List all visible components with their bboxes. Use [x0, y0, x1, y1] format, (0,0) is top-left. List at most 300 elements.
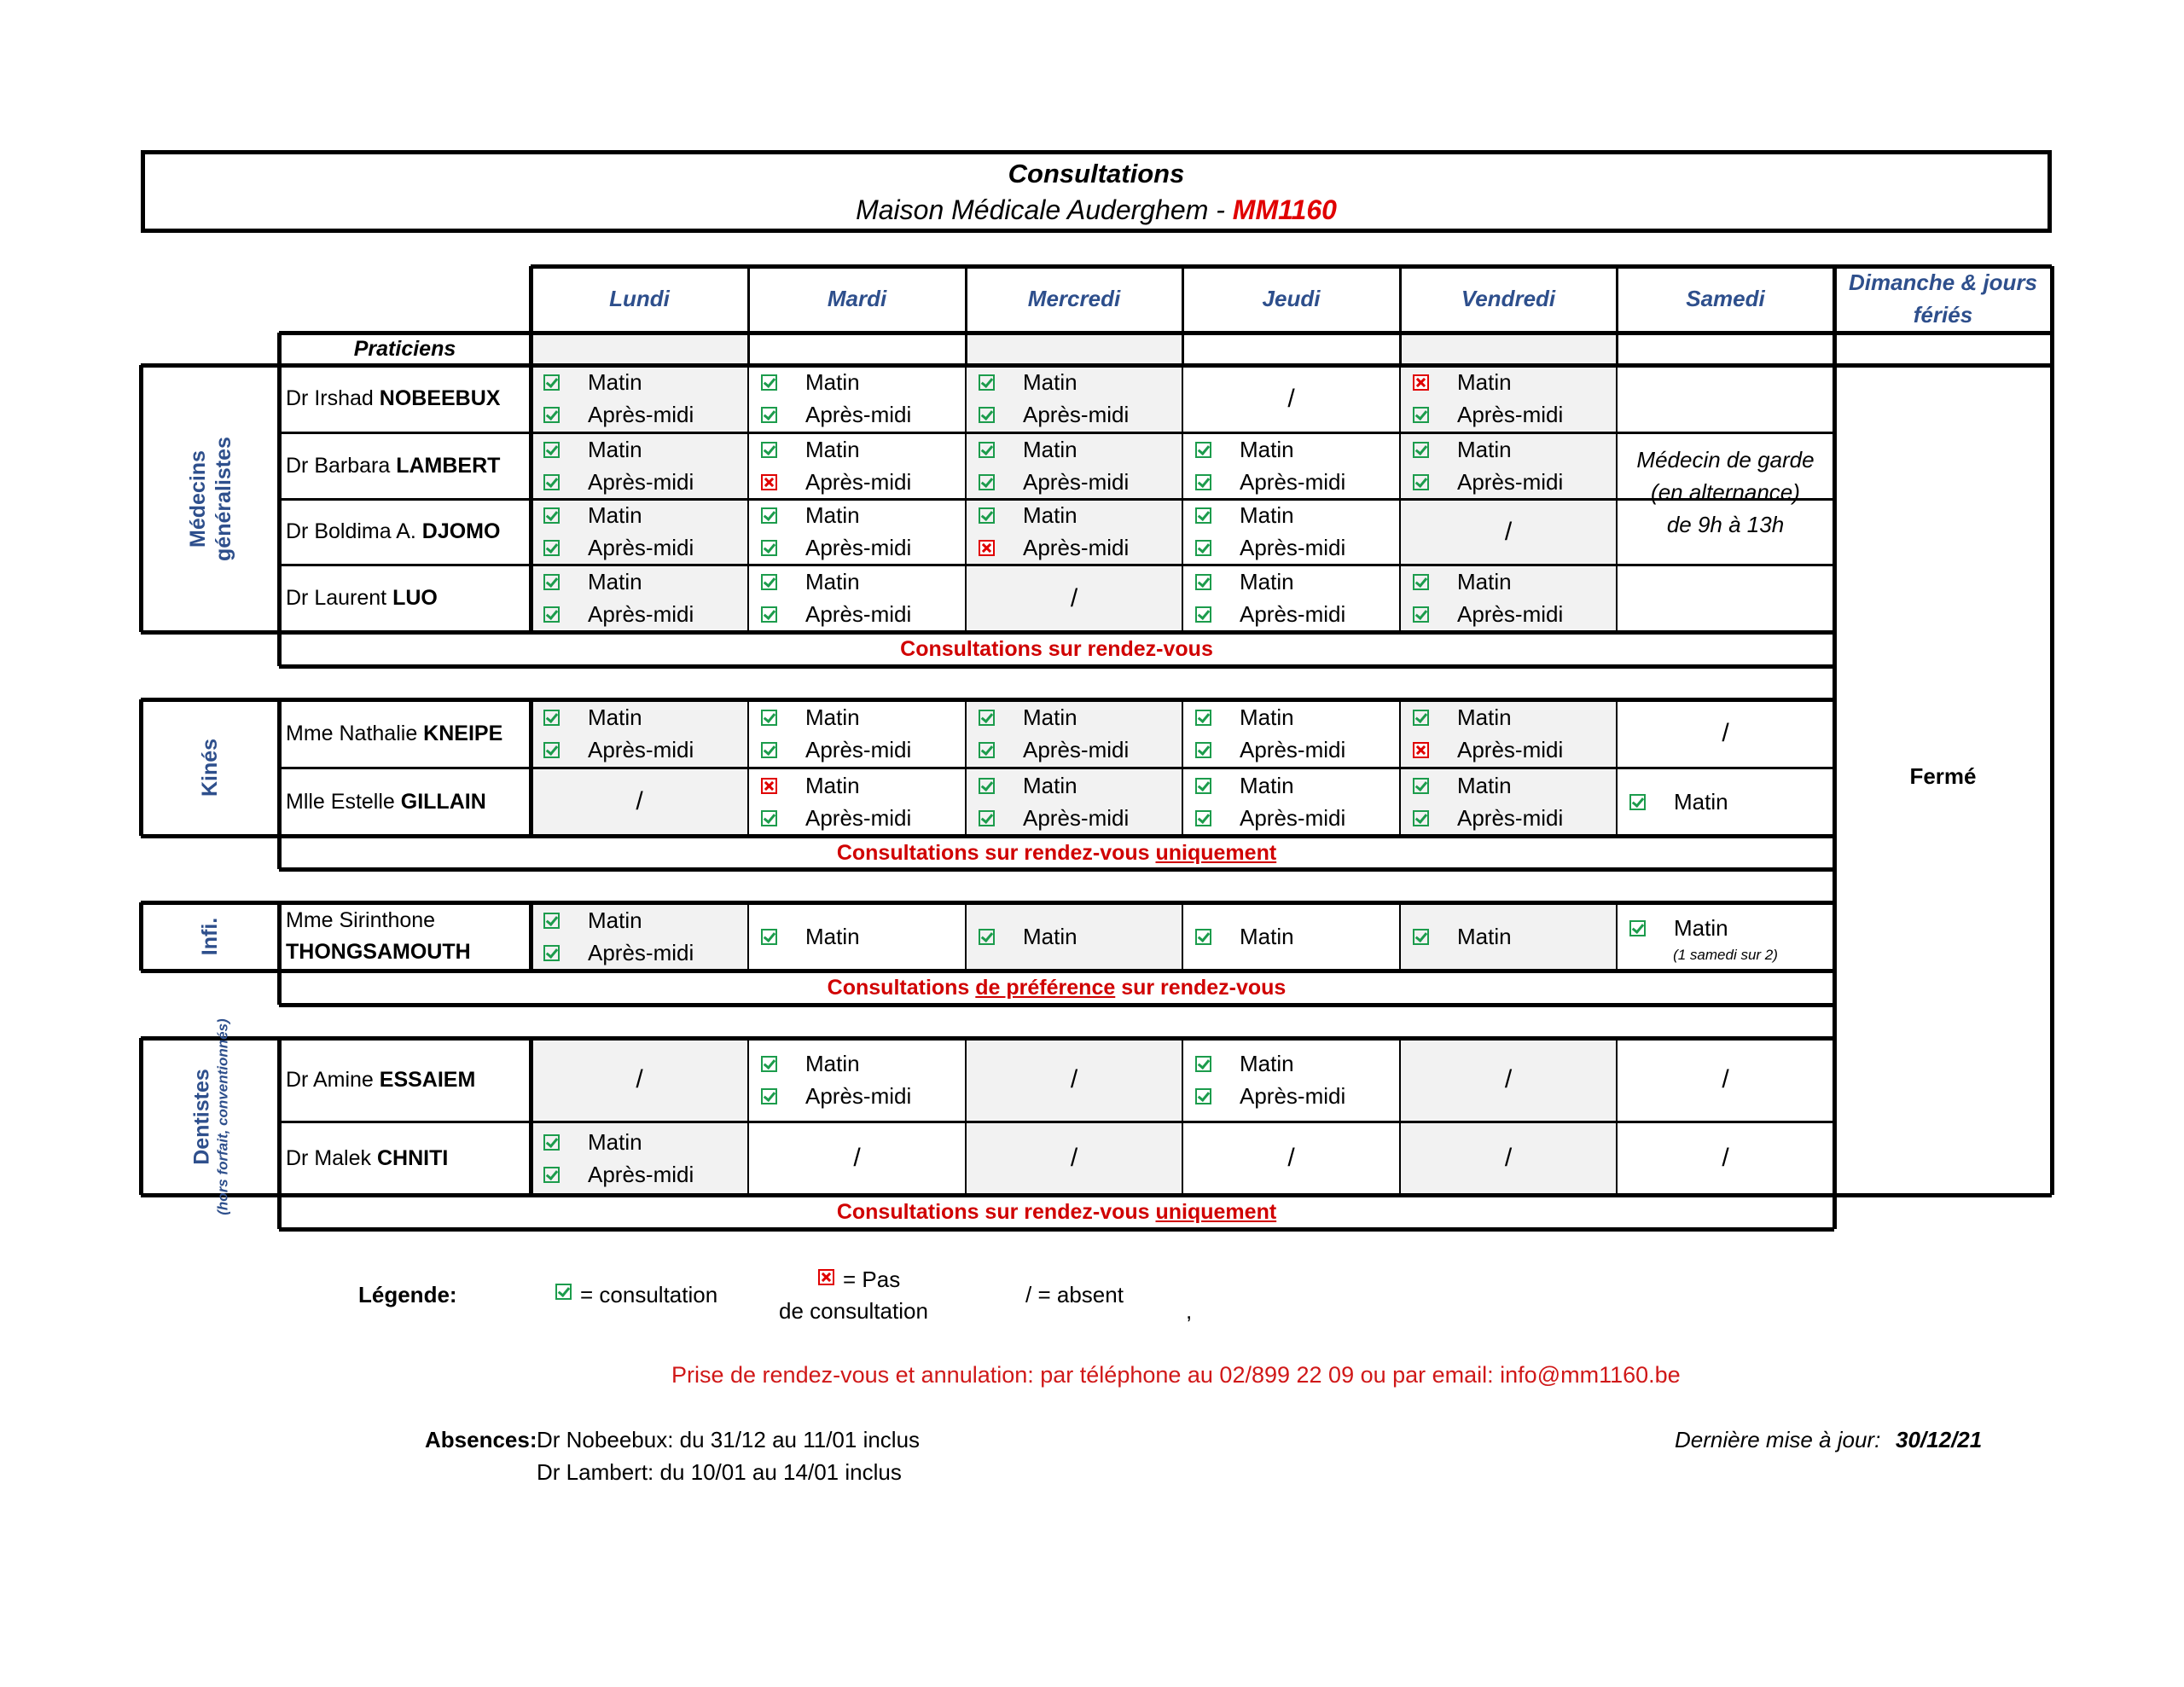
checkbox-checked-icon [979, 810, 995, 826]
slot-label: Après-midi [588, 402, 694, 427]
checkbox-crossed-icon [761, 474, 777, 490]
slot-row [761, 400, 911, 431]
slot-row [543, 368, 642, 398]
slot-label: Matin [805, 1050, 860, 1076]
slot-row [1195, 533, 1345, 564]
slot-label: Après-midi [1023, 535, 1130, 560]
absent-slash: / [1287, 384, 1295, 413]
slot-label: Matin [1023, 369, 1077, 395]
practitioner-first-name: Mme Nathalie [286, 721, 424, 745]
slot-row [979, 368, 1077, 398]
checkbox-checked-icon [543, 945, 560, 961]
schedule-slot [543, 565, 744, 632]
checkbox-checked-icon [543, 442, 560, 458]
slot-row [1195, 770, 1294, 801]
banner-text: de préférence [975, 975, 1116, 1000]
slot-row [761, 921, 860, 952]
schedule-slot [1195, 902, 1396, 971]
day-header-1: Lundi [609, 286, 670, 311]
slot-label: Matin [1023, 772, 1077, 798]
schedule-slot [761, 768, 961, 836]
checkbox-checked-icon [1195, 710, 1211, 726]
practitioner-name [279, 1122, 537, 1195]
checkbox-checked-icon [1413, 710, 1429, 726]
slot-row [543, 600, 694, 630]
update-label: Dernière mise à jour: [1675, 1427, 1881, 1452]
day-header-7: Dimanche & jours fériés [1848, 270, 2038, 328]
slot-label: Matin [1674, 914, 1728, 941]
slot-label: Matin [1457, 569, 1512, 594]
checkbox-crossed-icon [1413, 374, 1429, 391]
checkbox-checked-icon [543, 574, 560, 590]
slot-label: Matin [1457, 704, 1512, 730]
slot-label: Matin [1457, 923, 1512, 949]
checkbox-checked-icon [543, 407, 560, 423]
slot-label: Matin [805, 923, 860, 949]
category-dentistes [143, 1017, 277, 1215]
schedule-slot [543, 432, 744, 499]
slot-row [1413, 702, 1512, 733]
checkbox-checked-icon [761, 407, 777, 423]
checkbox-checked-icon [979, 374, 995, 391]
checkbox-checked-icon [761, 507, 777, 524]
slot-label: Après-midi [1023, 736, 1130, 762]
slot-row [543, 1159, 694, 1190]
slot-row [543, 501, 642, 531]
checkbox-checked-icon [543, 742, 560, 758]
banner-infi [279, 971, 1834, 1004]
checkbox-crossed-icon [818, 1269, 834, 1285]
slot-label: Après-midi [588, 1161, 694, 1187]
contact-line: Prise de rendez-vous et annulation: par téléphone au 02/899 22 09 ou par email: info@mm1160.be [671, 1362, 1681, 1388]
checkbox-checked-icon [555, 1284, 572, 1300]
slot-row [543, 905, 642, 936]
practitioner-first-name: Dr Boldima A. [286, 519, 422, 543]
schedule-slot [979, 699, 1178, 768]
center-code: MM1160 [1232, 194, 1337, 225]
day-header-3: Mercredi [1027, 286, 1121, 311]
checkbox-checked-icon [1195, 810, 1211, 826]
slot-label: Après-midi [1457, 601, 1564, 627]
slot-row [543, 467, 694, 497]
slot-label: Matin [1457, 772, 1512, 798]
schedule-slot [1413, 902, 1612, 971]
category-note: (hors forfait, conventionnés) [215, 1017, 231, 1215]
schedule-slot [979, 499, 1178, 565]
slot-row [761, 1048, 860, 1079]
absent-slash: / [1504, 1144, 1513, 1172]
practitioner-last-name: DJOMO [421, 519, 501, 543]
slot-row [1195, 1081, 1345, 1111]
absent-slash: / [1070, 583, 1078, 612]
checkbox-checked-icon [1195, 474, 1211, 490]
page-subtitle [145, 194, 2048, 226]
banner-text: uniquement [1155, 1199, 1277, 1224]
schedule-slot [761, 1038, 961, 1122]
checkbox-checked-icon [979, 442, 995, 458]
saturday-note-line: (en alternance) [1651, 479, 1800, 505]
absent-slash: / [853, 1144, 861, 1172]
schedule-slot [1629, 902, 1830, 954]
slot-label: Matin [588, 907, 642, 933]
slot-label: Matin [1674, 788, 1728, 815]
checkbox-checked-icon [1413, 929, 1429, 945]
checkbox-checked-icon [1195, 540, 1211, 556]
checkbox-checked-icon [979, 710, 995, 726]
banner-text: uniquement [1155, 840, 1277, 865]
grid-line [529, 266, 533, 365]
practitioner-name [279, 565, 537, 632]
shade-cell [966, 333, 1182, 365]
slot-label: Matin [588, 502, 642, 528]
practitioner-last-name: LUO [392, 586, 438, 610]
schedule-slot [1195, 499, 1396, 565]
checkbox-checked-icon [1413, 442, 1429, 458]
category-label-medecins [185, 426, 236, 571]
checkbox-checked-icon [761, 574, 777, 590]
slot-label: Matin [805, 436, 860, 462]
practitioner-first-name: Mme Sirinthone [286, 908, 436, 932]
slot-row [543, 434, 642, 465]
slot-row [1195, 501, 1294, 531]
slot-row [761, 567, 860, 598]
slot-label: Après-midi [805, 1082, 912, 1109]
practitioner-name [279, 1038, 537, 1122]
slot-label: Après-midi [805, 736, 912, 762]
slot-label: Matin [1240, 772, 1294, 798]
slot-label: Après-midi [1023, 402, 1130, 427]
slot-label: Matin [805, 369, 860, 395]
schedule-slot [1413, 699, 1612, 768]
practitioner-first-name: Dr Amine [286, 1067, 380, 1092]
category-text: Dentistes [190, 1068, 214, 1165]
checkbox-checked-icon [1195, 574, 1211, 590]
update-date: 30/12/21 [1896, 1427, 1983, 1452]
checkbox-checked-icon [761, 742, 777, 758]
slot-row [1413, 600, 1563, 630]
grid-line [1834, 1193, 2052, 1197]
day-header-4: Jeudi [1262, 286, 1321, 311]
legend-de-consultation: de consultation [779, 1298, 928, 1324]
slot-row [761, 467, 911, 497]
slot-label: Matin [1023, 502, 1077, 528]
slot-label: Matin [1240, 569, 1294, 594]
checkbox-checked-icon [979, 507, 995, 524]
category-medecins [143, 365, 277, 632]
grid-line [1834, 363, 2052, 368]
absent-slash: / [636, 1065, 643, 1093]
checkbox-checked-icon [761, 929, 777, 945]
slot-row [1413, 400, 1563, 431]
slot-row [1195, 434, 1294, 465]
slot-label: Matin [1457, 436, 1512, 462]
practitioner-last-name: LAMBERT [396, 453, 501, 478]
checkbox-checked-icon [543, 507, 560, 524]
absent-slash: / [1504, 517, 1513, 546]
checkbox-checked-icon [1629, 920, 1646, 936]
checkbox-checked-icon [1195, 1056, 1211, 1072]
grid-line [965, 902, 967, 971]
slot-label: Matin [1457, 369, 1512, 395]
schedule-slot [1195, 1038, 1396, 1122]
page-title: Consultations [1008, 159, 1185, 188]
slot-row [543, 937, 694, 968]
practitioner-last-name: CHNITI [376, 1145, 449, 1170]
checkbox-checked-icon [1195, 929, 1211, 945]
day-header-2: Mardi [827, 286, 887, 311]
grid-line [277, 333, 282, 365]
checkbox-checked-icon [1413, 606, 1429, 623]
category-text: Kinés [198, 738, 223, 797]
slot-row [1413, 734, 1563, 765]
slot-label: Après-midi [1240, 736, 1346, 762]
slot-row [1413, 770, 1512, 801]
practitioner-first-name: Dr Malek [286, 1145, 377, 1170]
absent-slash: / [636, 787, 643, 815]
slot-label: Après-midi [588, 468, 694, 495]
slot-row [761, 770, 860, 801]
slot-label: Après-midi [805, 804, 912, 831]
slot-row [979, 501, 1077, 531]
grid-line [139, 699, 143, 836]
checkbox-crossed-icon [979, 540, 995, 556]
practitioner-name [279, 499, 537, 565]
practitioner-name [279, 902, 537, 971]
schedule-slot [761, 499, 961, 565]
practitioner-last-name: GILLAIN [400, 789, 486, 814]
schedule-slot [761, 902, 961, 971]
checkbox-checked-icon [543, 1167, 560, 1183]
practitioner-first-name: Dr Irshad [286, 386, 380, 410]
slot-label: Matin [805, 569, 860, 594]
slot-row [1413, 921, 1512, 952]
schedule-slot [543, 499, 744, 565]
absent-slash: / [1504, 1065, 1513, 1093]
checkbox-checked-icon [1195, 778, 1211, 794]
slot-label: Après-midi [1240, 1082, 1346, 1109]
slot-row [761, 803, 911, 833]
slot-label: Après-midi [805, 601, 912, 627]
slot-row [761, 1081, 911, 1111]
absent-slash: / [1070, 1144, 1078, 1172]
schedule-slot [1195, 565, 1396, 632]
slot-row [761, 501, 860, 531]
slot-row [979, 533, 1129, 564]
schedule-slot [1629, 768, 1830, 836]
slot-label: Matin [1240, 502, 1294, 528]
category-label-kines [198, 739, 224, 797]
slot-row [979, 921, 1077, 952]
slot-row [979, 803, 1129, 833]
grid-line [279, 331, 531, 335]
slot-row [1195, 734, 1345, 765]
schedule-slot [1413, 432, 1612, 499]
grid-line [965, 266, 967, 365]
slot-row [979, 702, 1077, 733]
practitioner-name [279, 432, 537, 499]
grid-line [1833, 869, 1836, 902]
practitioner-first-name: Mlle Estelle [286, 789, 401, 814]
slot-row [543, 702, 642, 733]
checkbox-checked-icon [761, 540, 777, 556]
banner-text: Consultations sur rendez-vous [900, 636, 1213, 661]
absence-line-1: Dr Nobeebux: du 31/12 au 11/01 inclus [537, 1427, 921, 1452]
shade-cell [531, 333, 748, 365]
checkbox-checked-icon [543, 913, 560, 929]
absent-slash: / [1722, 1144, 1729, 1172]
checkbox-checked-icon [761, 1056, 777, 1072]
schedule-slot [979, 365, 1178, 432]
schedule-slot [543, 1122, 744, 1195]
day-header-6: Samedi [1686, 286, 1765, 311]
checkbox-checked-icon [543, 1134, 560, 1151]
checkbox-crossed-icon [761, 778, 777, 794]
checkbox-checked-icon [1195, 1088, 1211, 1104]
schedule-slot [1195, 432, 1396, 499]
grid-line [1616, 266, 1618, 365]
slot-row [979, 434, 1077, 465]
schedule-slot [761, 565, 961, 632]
checkbox-checked-icon [979, 929, 995, 945]
practitioner-last-name: ESSAIEM [379, 1067, 476, 1092]
schedule-slot [1195, 768, 1396, 836]
legend-consultation: = consultation [580, 1282, 718, 1307]
slot-row [979, 770, 1077, 801]
schedule-slot [1413, 768, 1612, 836]
grid-line [747, 902, 749, 971]
practitioner-name [279, 699, 537, 768]
slot-label: Matin [1023, 704, 1077, 730]
grid-line [1833, 1005, 1836, 1038]
slot-row [543, 567, 642, 598]
slot-row [979, 734, 1129, 765]
slot-row [1413, 467, 1563, 497]
absent-slash: / [1722, 1065, 1729, 1093]
slot-row [1413, 567, 1512, 598]
schedule-slot [1413, 365, 1612, 432]
checkbox-checked-icon [979, 407, 995, 423]
grid-line [139, 365, 143, 632]
slot-label: Après-midi [588, 939, 694, 965]
practitioner-name [279, 768, 537, 836]
checkbox-checked-icon [979, 778, 995, 794]
slot-label: Matin [805, 502, 860, 528]
checkbox-checked-icon [1413, 810, 1429, 826]
slot-row [979, 400, 1129, 431]
checkbox-checked-icon [543, 540, 560, 556]
slot-label: Matin [588, 369, 642, 395]
slot-label: Après-midi [588, 736, 694, 762]
schedule-slot [543, 699, 744, 768]
slot-label: Après-midi [1023, 804, 1130, 831]
slot-row [543, 734, 694, 765]
grid-line [1833, 666, 1836, 699]
slot-label: Matin [588, 1128, 642, 1155]
checkbox-checked-icon [979, 474, 995, 490]
slot-row [543, 533, 694, 564]
legend-title: Légende: [358, 1282, 457, 1307]
slot-label: Après-midi [588, 535, 694, 560]
slot-row [761, 600, 911, 630]
schedule-slot [761, 365, 961, 432]
saturday-note-line: de 9h à 13h [1666, 512, 1785, 537]
slot-row [1195, 600, 1345, 630]
slot-label: Après-midi [805, 402, 912, 427]
slot-row [979, 467, 1129, 497]
slot-label: Matin [805, 704, 860, 730]
slot-row [761, 702, 860, 733]
checkbox-checked-icon [761, 606, 777, 623]
slot-row [761, 533, 911, 564]
slot-row [1195, 921, 1294, 952]
category-text: Infi. [198, 917, 223, 956]
checkbox-checked-icon [1195, 606, 1211, 623]
slot-row [1195, 702, 1294, 733]
checkbox-checked-icon [761, 374, 777, 391]
slot-row [1413, 368, 1512, 398]
slot-row [1195, 567, 1294, 598]
checkbox-checked-icon [543, 474, 560, 490]
slot-label: Après-midi [805, 468, 912, 495]
practitioner-last-name: NOBEEBUX [379, 386, 501, 410]
banner-text: sur rendez-vous [1115, 975, 1287, 1000]
slot-label: Matin [588, 569, 642, 594]
schedule-slot [761, 699, 961, 768]
infi-saturday-note: (1 samedi sur 2) [1673, 947, 1778, 963]
practitioner-first-name: Dr Laurent [286, 586, 393, 610]
grid-line [531, 264, 2052, 269]
slot-label: Matin [1240, 704, 1294, 730]
absent-slash: / [1287, 1144, 1295, 1172]
checkbox-checked-icon [979, 742, 995, 758]
absent-slash: / [1070, 1065, 1078, 1093]
schedule-slot [979, 768, 1178, 836]
checkbox-checked-icon [1629, 794, 1646, 810]
schedule-slot [1413, 565, 1612, 632]
checkbox-checked-icon [761, 710, 777, 726]
category-label-infi [198, 918, 224, 955]
category-infi [143, 902, 277, 971]
slot-label: Après-midi [1457, 736, 1564, 762]
category-label-dentistes [189, 1018, 231, 1215]
grid-line [2050, 266, 2054, 1195]
slot-label: Matin [588, 704, 642, 730]
legend-comma: , [1186, 1298, 1193, 1324]
slot-row [761, 368, 860, 398]
banner-dentistes [279, 1196, 1834, 1228]
slot-row [1195, 1048, 1294, 1079]
slot-label: Après-midi [1023, 468, 1130, 495]
grid-line [747, 266, 750, 365]
checkbox-checked-icon [761, 1088, 777, 1104]
absent-slash: / [1722, 719, 1729, 747]
ferme-label: Fermé [1909, 763, 1977, 789]
grid-line [1182, 902, 1183, 971]
checkbox-checked-icon [1413, 407, 1429, 423]
checkbox-checked-icon [1195, 442, 1211, 458]
slot-label: Matin [1023, 923, 1077, 949]
schedule-slot [1195, 699, 1396, 768]
grid-line [139, 902, 143, 971]
grid-line [531, 331, 2052, 335]
slot-label: Après-midi [1240, 535, 1346, 560]
grid-line [1182, 266, 1184, 365]
category-text: Médecins généralistes [185, 436, 235, 561]
practitioner-first-name: Dr Barbara [286, 453, 397, 478]
slot-label: Matin [1240, 923, 1294, 949]
absence-line-2: Dr Lambert: du 10/01 au 14/01 inclus [537, 1459, 902, 1485]
slot-label: Après-midi [1457, 468, 1564, 495]
